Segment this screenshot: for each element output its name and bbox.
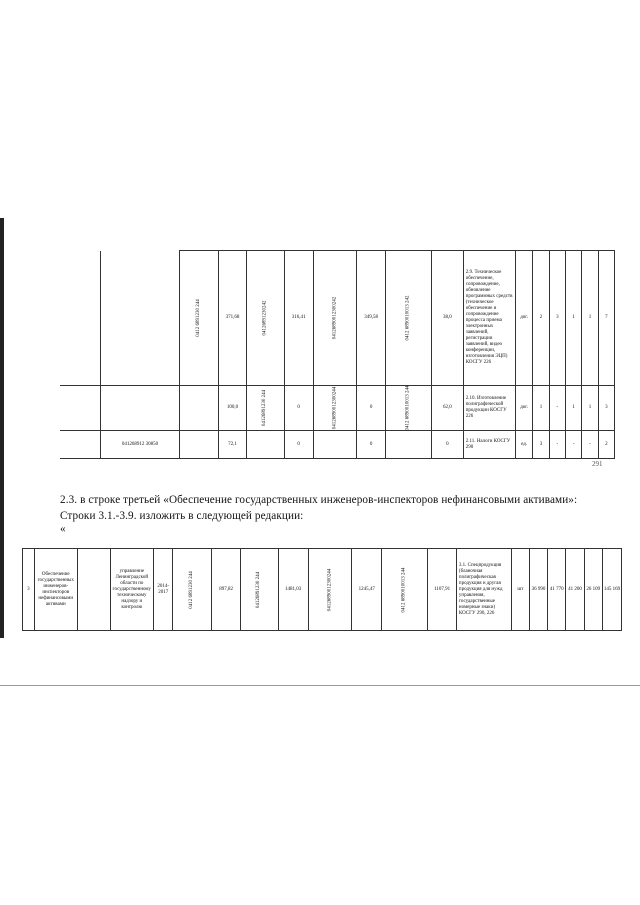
- amount-cell: 72,1: [218, 431, 247, 459]
- page-number: 291: [592, 460, 603, 468]
- qty-cell: 1: [582, 251, 598, 386]
- kbk-code: 04126891230 244: [256, 571, 262, 608]
- scan-edge-mark: [0, 218, 4, 638]
- amount-cell: 316,41: [284, 251, 313, 386]
- unit-cell: ед.: [515, 431, 532, 459]
- activity-description: 2.10. Изготовление полиграфической продукции КОСГУ 226: [463, 386, 515, 431]
- amount-cell: 1245,47: [352, 549, 382, 631]
- qty-cell: 3: [533, 431, 549, 459]
- unit-cell: дог.: [515, 386, 532, 431]
- activity-description: 3.1. Спецпродукция (бланочная полиграфическая продукция и другая продукция для нужд управления, государственные номерные знаки) КОСГУ 290, 226: [456, 549, 511, 631]
- qty-cell: 3: [598, 386, 614, 431]
- qty-cell: 7: [598, 251, 614, 386]
- qty-cell: 1: [566, 386, 582, 431]
- amount-cell: 62,0: [432, 386, 464, 431]
- amount-cell: 349,58: [357, 251, 386, 386]
- qty-cell: -: [566, 431, 582, 459]
- kbk-code: 0412 6890010013 244: [405, 385, 411, 431]
- qty-cell: 36 990: [529, 549, 547, 631]
- kbk-code: 04126891230242: [262, 300, 268, 336]
- executor-cell: управление Ленинградской области по государственному техническому надзору и контролю: [110, 549, 153, 631]
- kbk-code: 0412 6890010013 244: [401, 567, 407, 612]
- table-row: [60, 386, 615, 431]
- row-number: 3: [23, 549, 35, 631]
- amount-cell: 0: [357, 386, 386, 431]
- kbk-code: 041268912 30850: [100, 431, 179, 459]
- qty-cell: 1: [533, 386, 549, 431]
- amount-cell: 1481,03: [278, 549, 308, 631]
- table-row: [60, 431, 615, 459]
- qty-cell: 26 109: [584, 549, 602, 631]
- kbk-code: 04126890012300242: [331, 296, 337, 340]
- qty-cell: 145 169: [602, 549, 621, 631]
- amount-cell: 100,0: [218, 386, 247, 431]
- kbk-code: 0412 6891230 244: [195, 299, 201, 337]
- qty-cell: 2: [598, 431, 614, 459]
- amount-cell: 38,0: [432, 251, 464, 386]
- amendment-paragraph-line: Строки 3.1.-3.9. изложить в следующей редакции:: [60, 510, 304, 522]
- amount-cell: 0: [432, 431, 464, 459]
- amount-cell: 1107,91: [428, 549, 457, 631]
- qty-cell: -: [582, 431, 598, 459]
- kbk-code: 04126891230 244: [262, 389, 268, 427]
- qty-cell: 1: [566, 251, 582, 386]
- amount-cell: 897,82: [211, 549, 240, 631]
- qty-cell: 3: [549, 251, 565, 386]
- kbk-code: 0412 6891230 244: [189, 570, 195, 609]
- qty-cell: 2: [533, 251, 549, 386]
- activity-description: 2.9. Техническое обеспечение, сопровождение, обновление программных средств (техническое обеспечение и сопровождение процесса приема электронных заявлений, регистрации заявлений, видео конференции, изготовления ЭЦП) КОСГУ 226: [463, 251, 515, 386]
- amount-cell: 0: [284, 386, 313, 431]
- amount-cell: 0: [357, 431, 386, 459]
- budget-table-bottom: [22, 548, 622, 631]
- qty-cell: -: [549, 386, 565, 431]
- activity-description: 2.11. Налоги КОСГУ 290: [463, 431, 515, 459]
- opening-quote: «: [60, 523, 66, 535]
- row-title: Обеспечение государственных инженеров-инспекторов нефинансовыми активами: [34, 549, 77, 631]
- scan-bottom-line: [0, 685, 640, 686]
- qty-cell: 1: [582, 386, 598, 431]
- kbk-code: 04126890012300244: [331, 386, 337, 430]
- qty-cell: 41 770: [548, 549, 566, 631]
- table-row: [23, 549, 622, 631]
- qty-cell: 41 200: [566, 549, 584, 631]
- amount-cell: 371,68: [218, 251, 247, 386]
- unit-cell: шт: [511, 549, 529, 631]
- kbk-code: 0412 6890010013 242: [405, 295, 411, 341]
- qty-cell: -: [549, 431, 565, 459]
- amendment-paragraph-line: 2.3. в строке третьей «Обеспечение государственных инженеров-инспекторов нефинансовыми активами»:: [60, 494, 578, 506]
- period-cell: 2014-2017: [154, 549, 173, 631]
- unit-cell: дог.: [515, 251, 532, 386]
- kbk-code: 04126890012300244: [326, 568, 332, 611]
- budget-table-top: [60, 250, 615, 459]
- table-row: [60, 251, 615, 386]
- amount-cell: 0: [284, 431, 313, 459]
